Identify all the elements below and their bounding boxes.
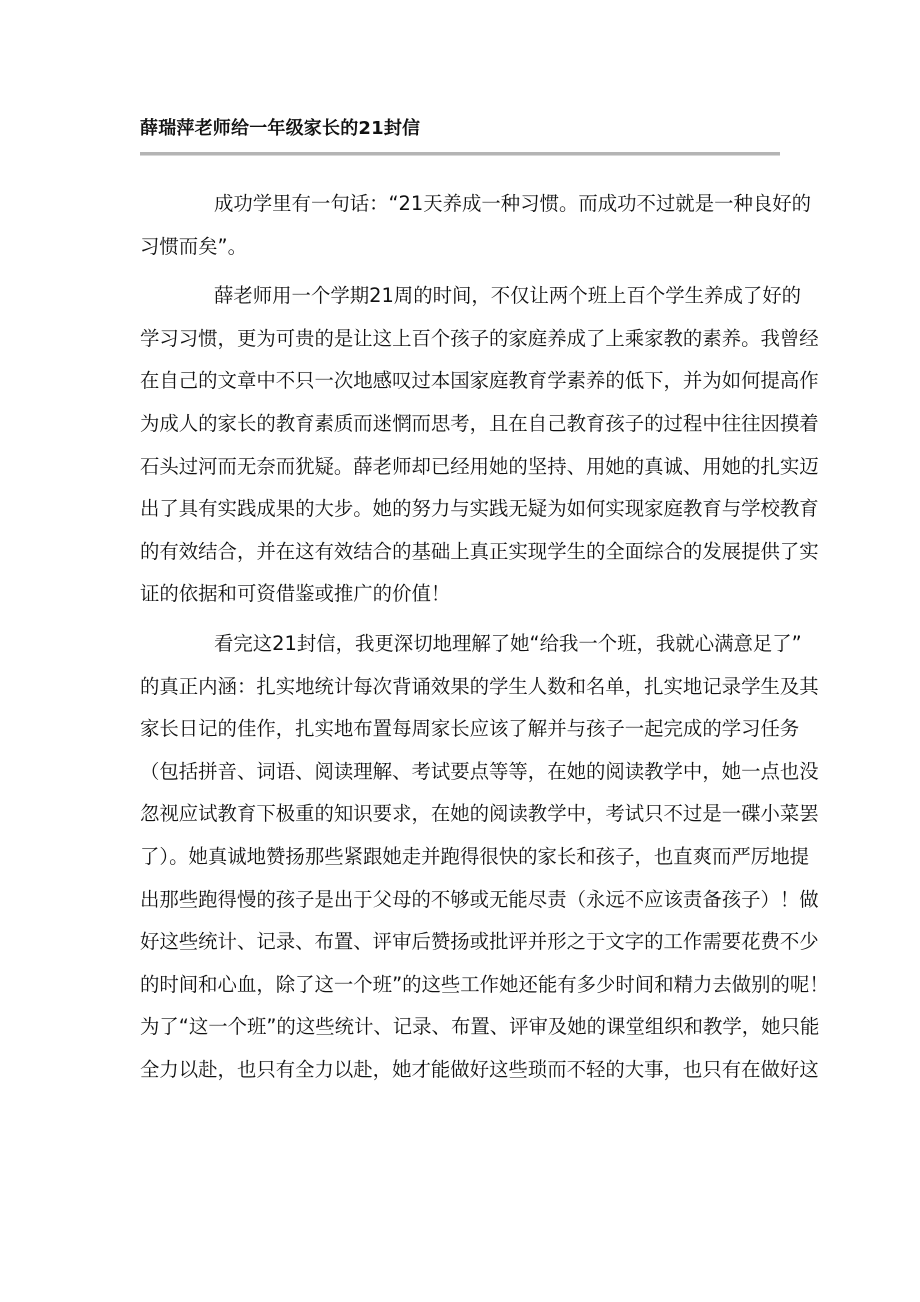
text-line: 全力以赴，也只有全力以赴，她才能做好这些琐而不轻的大事，也只有在做好这 (140, 1057, 819, 1081)
text-line: 忽视应试教育下极重的知识要求，在她的阅读教学中，考试只不过是一碟小菜罢 (140, 802, 819, 826)
text-line: 家长日记的佳作，扎实地布置每周家长应该了解并与孩子一起完成的学习任务 (140, 717, 800, 741)
text-line: 薛老师用一个学期21周的时间，不仅让两个班上百个学生养成了好的 (214, 284, 802, 308)
paragraph (140, 623, 829, 1092)
text-line: 成功学里有一句话：“21天养成一种习惯。而成功不过就是一种良好的 (214, 192, 812, 215)
text-line: 在自己的文章中不只一次地感叹过本国家庭教育学素养的低下，并为如何提高作 (140, 369, 819, 393)
text-line: 好这些统计、记录、布置、评审后赞扬或批评并形之于文字的工作需要花费不少 (140, 930, 819, 954)
text-line: 的时间和心血，除了这一个班”的这些工作她还能有多少时间和精力去做别的呢！ (140, 972, 829, 996)
text-line: 看完这21封信，我更深切地理解了她“给我一个班，我就心满意足了” (214, 631, 802, 655)
paragraph (140, 183, 812, 268)
document-body (140, 183, 829, 1098)
text-line: 的真正内涵：扎实地统计每次背诵效果的学生人数和名单，扎实地记录学生及其 (140, 674, 819, 698)
title-divider (140, 152, 780, 156)
text-line: 为成人的家长的教育素质而迷惘而思考，且在自己教育孩子的过程中往往因摸着 (140, 411, 819, 435)
text-line: 习惯而矣”。 (140, 234, 247, 258)
text-line: 了）。她真诚地赞扬那些紧跟她走并跑得很快的家长和孩子，也直爽而严厉地提 (140, 844, 809, 868)
text-line: 出了具有实践成果的大步。她的努力与实践无疑为如何实现家庭教育与学校教育 (140, 497, 819, 521)
text-line: 为了“这一个班”的这些统计、记录、布置、评审及她的课堂组织和教学，她只能 (140, 1015, 820, 1039)
document-title: 薛瑞萍老师给一年级家长的21封信 (140, 118, 421, 139)
text-line: 石头过河而无奈而犹疑。薛老师却已经用她的坚持、用她的真诚、用她的扎实迈 (140, 454, 819, 478)
text-line: 出那些跑得慢的孩子是出于父母的不够或无能尽责（永远不应该责备孩子）！做 (140, 887, 819, 911)
text-line: （包括拼音、词语、阅读理解、考试要点等等，在她的阅读教学中，她一点也没 (140, 759, 819, 783)
text-line: 证的依据和可资借鉴或推广的价值！ (140, 582, 451, 606)
text-line: 的有效结合，并在这有效结合的基础上真正实现学生的全面综合的发展提供了实 (140, 539, 819, 563)
text-line: 学习习惯，更为可贵的是让这上百个孩子的家庭养成了上乘家教的素养。我曾经 (140, 326, 819, 350)
paragraph (140, 275, 819, 616)
